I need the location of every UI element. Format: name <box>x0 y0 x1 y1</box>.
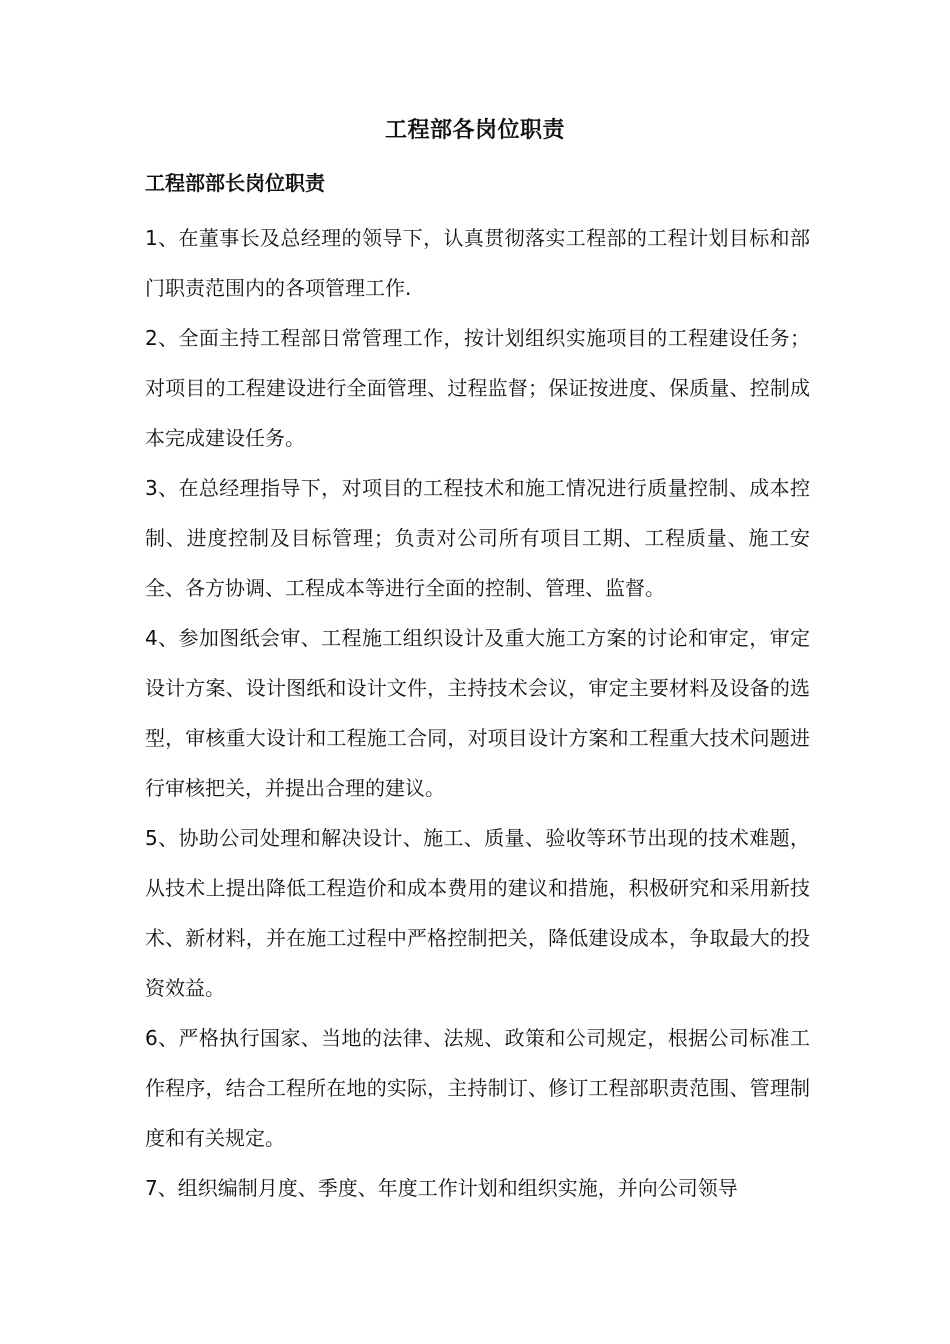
paragraph-list <box>145 213 810 1213</box>
paragraph-4: 4、参加图纸会审、工程施工组织设计及重大施工方案的讨论和审定，审定设计方案、设计图纸和设计文件，主持技术会议，审定主要材料及设备的选型，审核重大设计和工程施工合同，对项目设计方案和工程重大技术问题进行审核把关，并提出合理的建议。 <box>145 626 810 800</box>
paragraph-6: 6、严格执行国家、当地的法律、法规、政策和公司规定，根据公司标准工作程序，结合工程所在地的实际，主持制订、修订工程部职责范围、管理制度和有关规定。 <box>145 1026 810 1150</box>
section-heading: 工程部部长岗位职责 <box>145 171 325 195</box>
paragraph-3: 3、在总经理指导下，对项目的工程技术和施工情况进行质量控制、成本控制、进度控制及目标管理；负责对公司所有项目工期、工程质量、施工安全、各方协调、工程成本等进行全面的控制、管理、监督。 <box>145 476 810 600</box>
document-title: 工程部各岗位职责 <box>384 118 565 143</box>
paragraph-5: 5、协助公司处理和解决设计、施工、质量、验收等环节出现的技术难题，从技术上提出降低工程造价和成本费用的建议和措施，积极研究和采用新技术、新材料，并在施工过程中严格控制把关，降低建设成本，争取最大的投资效益。 <box>145 826 810 1000</box>
paragraph-2: 2、全面主持工程部日常管理工作，按计划组织实施项目的工程建设任务；对项目的工程建设进行全面管理、过程监督；保证按进度、保质量、控制成本完成建设任务。 <box>145 326 810 450</box>
paragraph-7: 7、组织编制月度、季度、年度工作计划和组织实施，并向公司领导 <box>145 1176 738 1200</box>
paragraph-1: 1、在董事长及总经理的领导下，认真贯彻落实工程部的工程计划目标和部门职责范围内的各项管理工作. <box>145 226 810 300</box>
